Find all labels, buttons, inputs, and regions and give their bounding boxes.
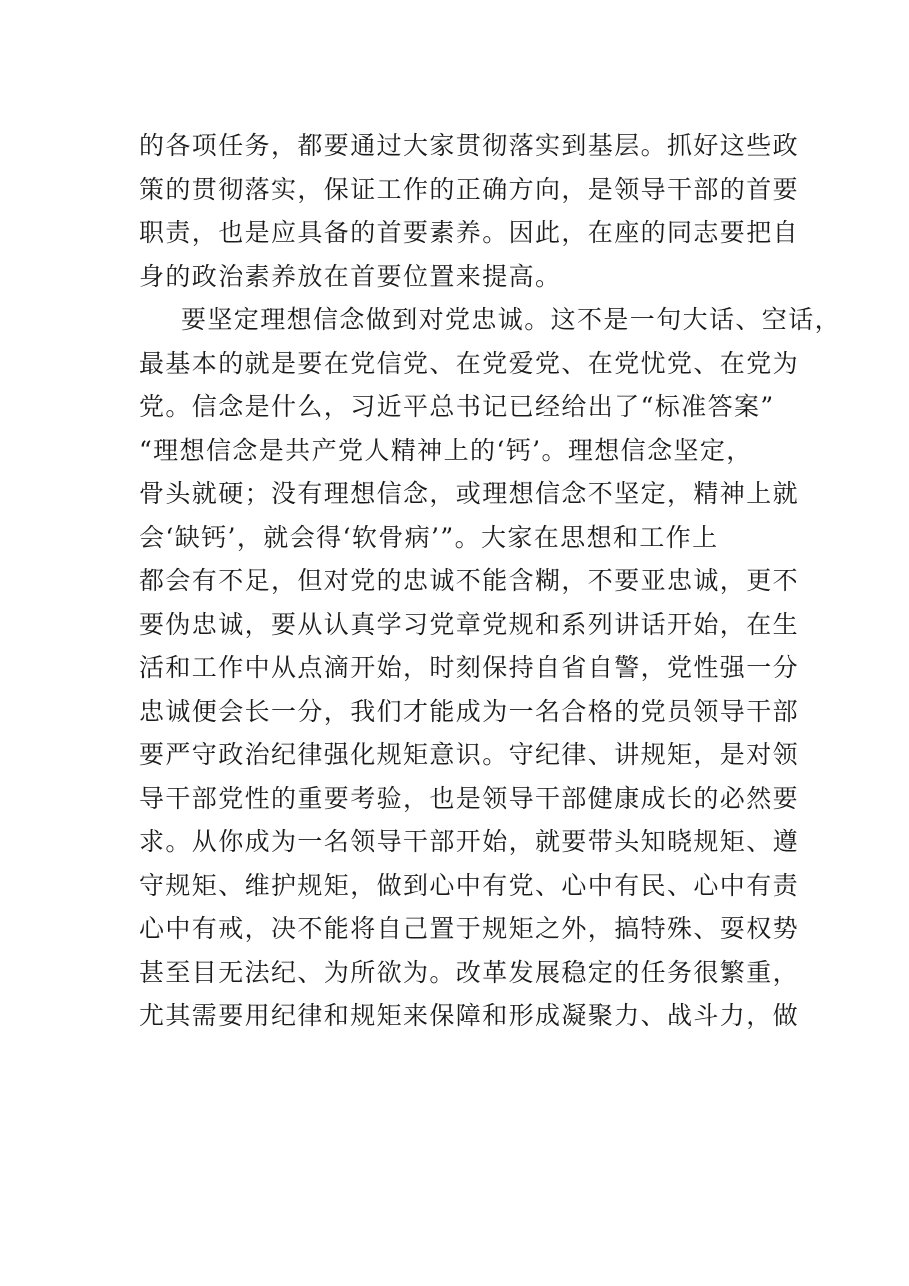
text-line: 忠诚便会长一分，我们才能成为一名合格的党员领导干部 (139, 696, 800, 726)
text-line: 尤其需要用纪律和规矩来保障和形成凝聚力、战斗力，做 (139, 1001, 800, 1030)
text-line: 都会有不足，但对党的忠诚不能含糊，不要亚忠诚，更不 (139, 566, 800, 595)
text-line: 求。从你成为一名领导干部开始，就要带头知晓规矩、遵 (139, 827, 800, 856)
text-line: 会‘缺钙’，就会得‘软骨病’”。大家在思想和工作上 (139, 522, 719, 552)
text-line: 策的贯彻落实，保证工作的正确方向，是领导干部的首要 (139, 174, 800, 204)
text-line: 甚至目无法纪、为所欲为。改革发展稳定的任务很繁重， (139, 957, 800, 987)
paragraph-start-line: 要坚定理想信念做到对党忠诚。这不是一句大话、空话， (181, 305, 842, 334)
text-line: “理想信念是共产党人精神上的‘钙’。理想信念坚定， (139, 435, 753, 465)
text-line: 党。信念是什么，习近平总书记已经给出了“标准答案” (139, 392, 775, 421)
text-line: 的各项任务，都要通过大家贯彻落实到基层。抓好这些政 (139, 131, 800, 160)
text-line: 要伪忠诚，要从认真学习党章党规和系列讲话开始，在生 (139, 609, 800, 639)
text-line: 活和工作中从点滴开始，时刻保持自省自警，党性强一分 (139, 653, 800, 682)
body-text (139, 124, 842, 1038)
text-line: 职责，也是应具备的首要素养。因此，在座的同志要把自 (139, 218, 800, 247)
text-line: 守规矩、维护规矩，做到心中有党、心中有民、心中有责 (139, 870, 800, 900)
text-line: 导干部党性的重要考验，也是领导干部健康成长的必然要 (139, 783, 800, 813)
text-line: 心中有戒，决不能将自己置于规矩之外，搞特殊、耍权势 (139, 914, 800, 943)
text-line: 身的政治素养放在首要位置来提高。 (139, 261, 562, 291)
text-line: 最基本的就是要在党信党、在党爱党、在党忧党、在党为 (139, 348, 800, 378)
text-line: 骨头就硬；没有理想信念，或理想信念不坚定，精神上就 (139, 479, 800, 508)
text-line: 要严守政治纪律强化规矩意识。守纪律、讲规矩，是对领 (139, 740, 800, 769)
